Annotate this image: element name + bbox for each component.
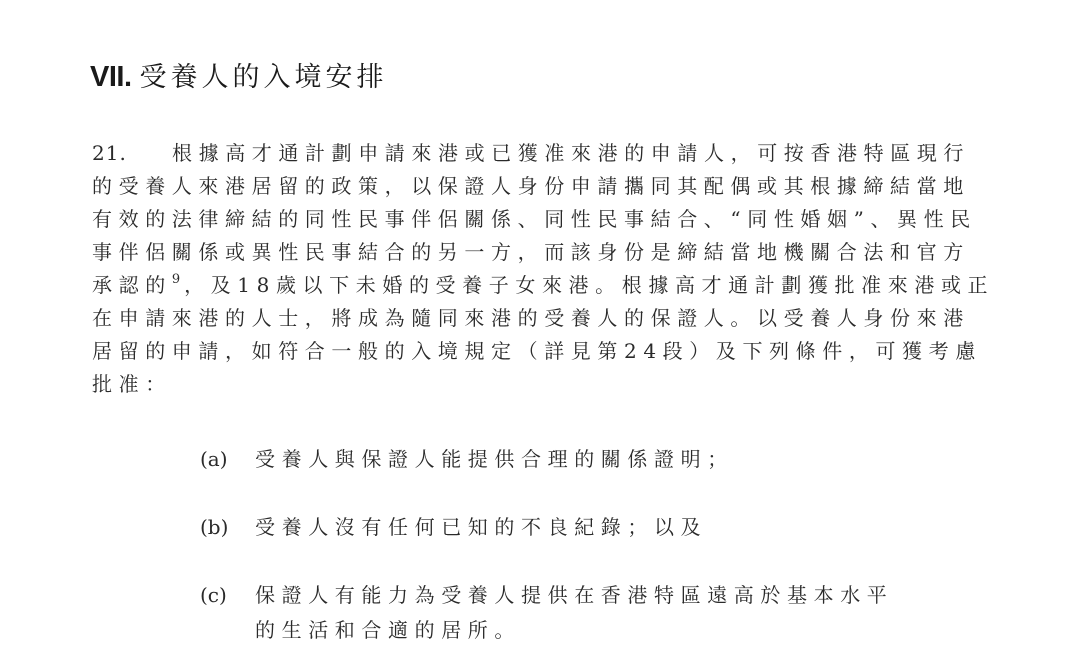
- condition-c-text-line-1: 保證人有能力為受養人提供在香港特區遠高於基本水平: [255, 583, 894, 607]
- condition-c-text-line-2: 的生活和合適的居所。: [255, 618, 521, 642]
- paragraph-line-1: 根據高才通計劃申請來港或已獲准來港的申請人，可按香港特區現行: [172, 141, 970, 165]
- paragraph-line-8: 批准：: [92, 372, 172, 396]
- condition-c-label: (c): [200, 583, 227, 607]
- section-title: 受養人的入境安排: [139, 62, 388, 93]
- paragraph-line-6: 在申請來港的人士，將成為隨同來港的受養人的保證人。以受養人身份來港: [92, 306, 970, 330]
- paragraph-line-2: 的受養人來港居留的政策，以保證人身份申請攜同其配偶或其根據締結當地: [92, 174, 970, 198]
- paragraph-line-3: 有效的法律締結的同性民事伴侶關係、同性民事結合、“同性婚姻”、異性民: [92, 207, 977, 231]
- paragraph-line-5: [92, 269, 994, 302]
- footnote-ref: 9: [171, 272, 181, 287]
- paragraph-line-7: 居留的申請，如符合一般的入境規定（詳見第24段）及下列條件，可獲考慮: [92, 339, 982, 363]
- paragraph-line-4: 事伴侶關係或異性民事結合的另一方，而該身份是締結當地機關合法和官方: [92, 240, 970, 264]
- paragraph-line-5-tail: ，及18歲以下未婚的受養子女來港。根據高才通計劃獲批准來港或正: [184, 273, 995, 297]
- condition-b-label: (b): [200, 515, 229, 539]
- paragraph-line-5-head: 承認的: [92, 273, 172, 297]
- section-heading: [90, 55, 388, 99]
- paragraph-number: 21.: [92, 141, 127, 165]
- condition-a-text: 受養人與保證人能提供合理的關係證明；: [255, 447, 734, 471]
- condition-b-text: 受養人沒有任何已知的不良紀錄；以及: [255, 515, 708, 539]
- section-number: VII.: [90, 61, 132, 93]
- condition-a-label: (a): [200, 447, 228, 471]
